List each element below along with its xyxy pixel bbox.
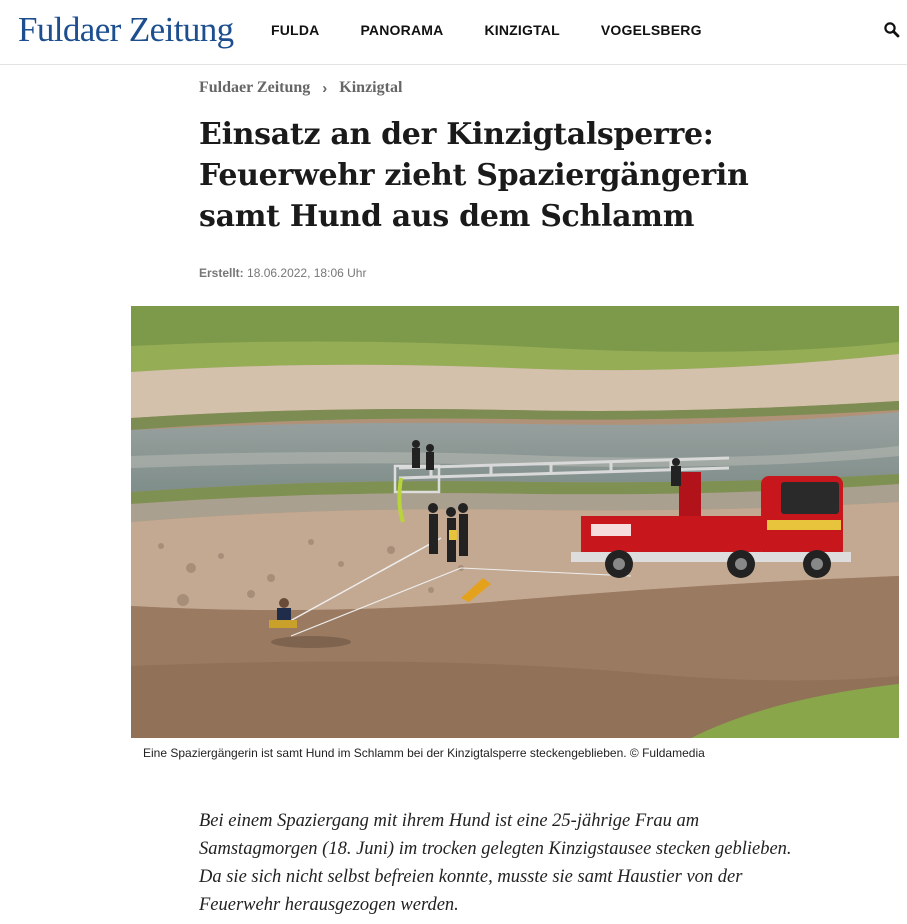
article-lead: Bei einem Spaziergang mit ihrem Hund ist eine 25-jährige Frau am Samstagmorgen (18. Juni) im trocken gelegten Kinzigstausee stecken geblieben. Da sie sich nicht selbst befreien konnte, musste sie samt Haustier von der Feuerwehr herausgezogen werden. (199, 811, 792, 915)
nav-item-vogelsberg[interactable]: VOGELSBERG (600, 22, 702, 38)
created-label: Erstellt: (199, 266, 244, 280)
nav-item-fulda[interactable]: FULDA (271, 22, 320, 38)
main-nav (271, 22, 743, 38)
breadcrumb-item-home[interactable]: Fuldaer Zeitung (199, 79, 311, 96)
article-meta (199, 266, 366, 280)
rescue-photo (131, 306, 899, 738)
search-icon (883, 21, 901, 39)
nav-item-kinzigtal[interactable]: KINZIGTAL (484, 22, 560, 38)
search-button[interactable] (883, 21, 901, 39)
article-image[interactable] (131, 306, 899, 738)
created-date: 18.06.2022, 18:06 Uhr (247, 266, 367, 280)
breadcrumb-separator: › (322, 79, 328, 97)
breadcrumb (199, 79, 402, 97)
site-logo[interactable]: Fuldaer Zeitung (18, 10, 234, 49)
site-header (0, 0, 907, 65)
image-caption: Eine Spaziergängerin ist samt Hund im Schlamm bei der Kinzigtalsperre steckengeblieben. © Fuldamedia (143, 746, 705, 760)
article-headline: Einsatz an der Kinzigtalsperre: Feuerwehr zieht Spaziergängerin samt Hund aus dem Schlamm (199, 117, 749, 234)
breadcrumb-item-kinzigtal[interactable]: Kinzigtal (339, 79, 403, 96)
nav-item-panorama[interactable]: PANORAMA (360, 22, 444, 38)
